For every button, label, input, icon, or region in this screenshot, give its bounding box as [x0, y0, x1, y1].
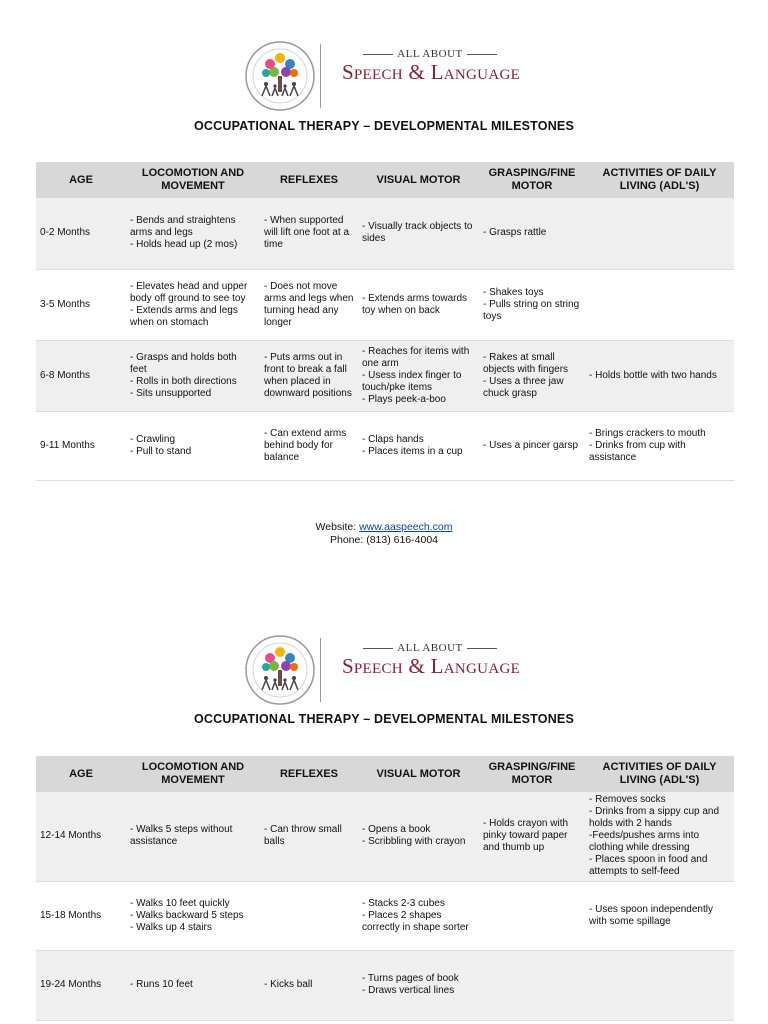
- cell-locomotion: - Bends and straightens arms and legs - Holds head up (2 mos): [126, 198, 260, 269]
- cell-locomotion: - Walks 5 steps without assistance: [126, 792, 260, 881]
- cell-age: 3-5 Months: [36, 269, 126, 340]
- website-link[interactable]: www.aaspeech.com: [359, 521, 453, 533]
- cell-visual-motor: - Extends arms towards toy when on back: [358, 269, 479, 340]
- cell-reflexes: - Can extend arms behind body for balance: [260, 411, 358, 480]
- brand-logo: [244, 634, 544, 704]
- logo-divider: [320, 44, 321, 108]
- cell-grasping: - Uses a pincer garsp: [479, 411, 585, 480]
- website-label: Website:: [315, 521, 360, 533]
- cell-grasping: - Shakes toys - Pulls string on string toys: [479, 269, 585, 340]
- cell-adl: [585, 269, 734, 340]
- cell-age: 12-14 Months: [36, 792, 126, 881]
- table-row: [36, 198, 734, 269]
- tree-logo-icon: [244, 634, 316, 706]
- header-grasping: GRASPING/FINE MOTOR: [479, 162, 585, 198]
- cell-adl: - Holds bottle with two hands: [585, 340, 734, 411]
- header-age: AGE: [36, 756, 126, 792]
- cell-visual-motor: - Turns pages of book - Draws vertical lines: [358, 950, 479, 1020]
- logo-main-text: Speech & Language: [341, 654, 521, 678]
- header-visual-motor: VISUAL MOTOR: [358, 162, 479, 198]
- header-visual-motor: VISUAL MOTOR: [358, 756, 479, 792]
- header-locomotion: LOCOMOTION AND MOVEMENT: [126, 756, 260, 792]
- milestones-table-2: [36, 756, 734, 1021]
- cell-grasping: - Grasps rattle: [479, 198, 585, 269]
- cell-reflexes: [260, 881, 358, 950]
- table-header-row: [36, 756, 734, 792]
- cell-reflexes: - Kicks ball: [260, 950, 358, 1020]
- header-adl: ACTIVITIES OF DAILY LIVING (ADL'S): [585, 162, 734, 198]
- cell-age: 9-11 Months: [36, 411, 126, 480]
- cell-grasping: - Holds crayon with pinky toward paper and thumb up: [479, 792, 585, 881]
- cell-adl: - Brings crackers to mouth - Drinks from cup with assistance: [585, 411, 734, 480]
- cell-grasping: [479, 950, 585, 1020]
- logo-top-text: ALL ABOUT: [340, 642, 520, 654]
- milestones-table-1: [36, 162, 734, 481]
- logo-main-text: Speech & Language: [341, 60, 521, 84]
- page-title: OCCUPATIONAL THERAPY – DEVELOPMENTAL MILESTONES: [193, 712, 575, 726]
- cell-visual-motor: - Visually track objects to sides: [358, 198, 479, 269]
- header-locomotion: LOCOMOTION AND MOVEMENT: [126, 162, 260, 198]
- cell-grasping: [479, 881, 585, 950]
- header-reflexes: REFLEXES: [260, 756, 358, 792]
- cell-age: 0-2 Months: [36, 198, 126, 269]
- cell-age: 19-24 Months: [36, 950, 126, 1020]
- brand-logo: [244, 40, 544, 110]
- cell-adl: [585, 198, 734, 269]
- table-header-row: [36, 162, 734, 198]
- contact-info: [0, 521, 768, 547]
- cell-adl: [585, 950, 734, 1020]
- cell-visual-motor: - Stacks 2-3 cubes - Places 2 shapes correctly in shape sorter: [358, 881, 479, 950]
- phone-number: Phone: (813) 616-4004: [330, 534, 438, 546]
- header-reflexes: REFLEXES: [260, 162, 358, 198]
- table-row: [36, 792, 734, 881]
- cell-reflexes: - Does not move arms and legs when turning head any longer: [260, 269, 358, 340]
- cell-adl: - Uses spoon independently with some spillage: [585, 881, 734, 950]
- logo-divider: [320, 638, 321, 702]
- cell-visual-motor: - Claps hands - Places items in a cup: [358, 411, 479, 480]
- table-row: [36, 950, 734, 1020]
- table-row: [36, 881, 734, 950]
- logo-top-text: ALL ABOUT: [340, 48, 520, 60]
- table-row: [36, 269, 734, 340]
- header-age: AGE: [36, 162, 126, 198]
- cell-reflexes: - Puts arms out in front to break a fall when placed in downward positions: [260, 340, 358, 411]
- table-row: [36, 340, 734, 411]
- page-title: OCCUPATIONAL THERAPY – DEVELOPMENTAL MILESTONES: [193, 119, 575, 133]
- header-adl: ACTIVITIES OF DAILY LIVING (ADL'S): [585, 756, 734, 792]
- cell-visual-motor: - Reaches for items with one arm - Usess index finger to touch/pke items - Plays peek-a-boo: [358, 340, 479, 411]
- cell-age: 6-8 Months: [36, 340, 126, 411]
- cell-adl: - Removes socks - Drinks from a sippy cup and holds with 2 hands -Feeds/pushes arms into clothing while dressing - Places spoon in food and attempts to self-feed: [585, 792, 734, 881]
- tree-logo-icon: [244, 40, 316, 112]
- cell-locomotion: - Grasps and holds both feet - Rolls in both directions - Sits unsupported: [126, 340, 260, 411]
- cell-locomotion: - Runs 10 feet: [126, 950, 260, 1020]
- cell-locomotion: - Crawling - Pull to stand: [126, 411, 260, 480]
- header-grasping: GRASPING/FINE MOTOR: [479, 756, 585, 792]
- cell-visual-motor: - Opens a book - Scribbling with crayon: [358, 792, 479, 881]
- cell-reflexes: - When supported will lift one foot at a time: [260, 198, 358, 269]
- cell-locomotion: - Elevates head and upper body off ground to see toy - Extends arms and legs when on stomach: [126, 269, 260, 340]
- cell-age: 15-18 Months: [36, 881, 126, 950]
- cell-locomotion: - Walks 10 feet quickly - Walks backward 5 steps - Walks up 4 stairs: [126, 881, 260, 950]
- cell-grasping: - Rakes at small objects with fingers - Uses a three jaw chuck grasp: [479, 340, 585, 411]
- table-row: [36, 411, 734, 480]
- cell-reflexes: - Can throw small balls: [260, 792, 358, 881]
